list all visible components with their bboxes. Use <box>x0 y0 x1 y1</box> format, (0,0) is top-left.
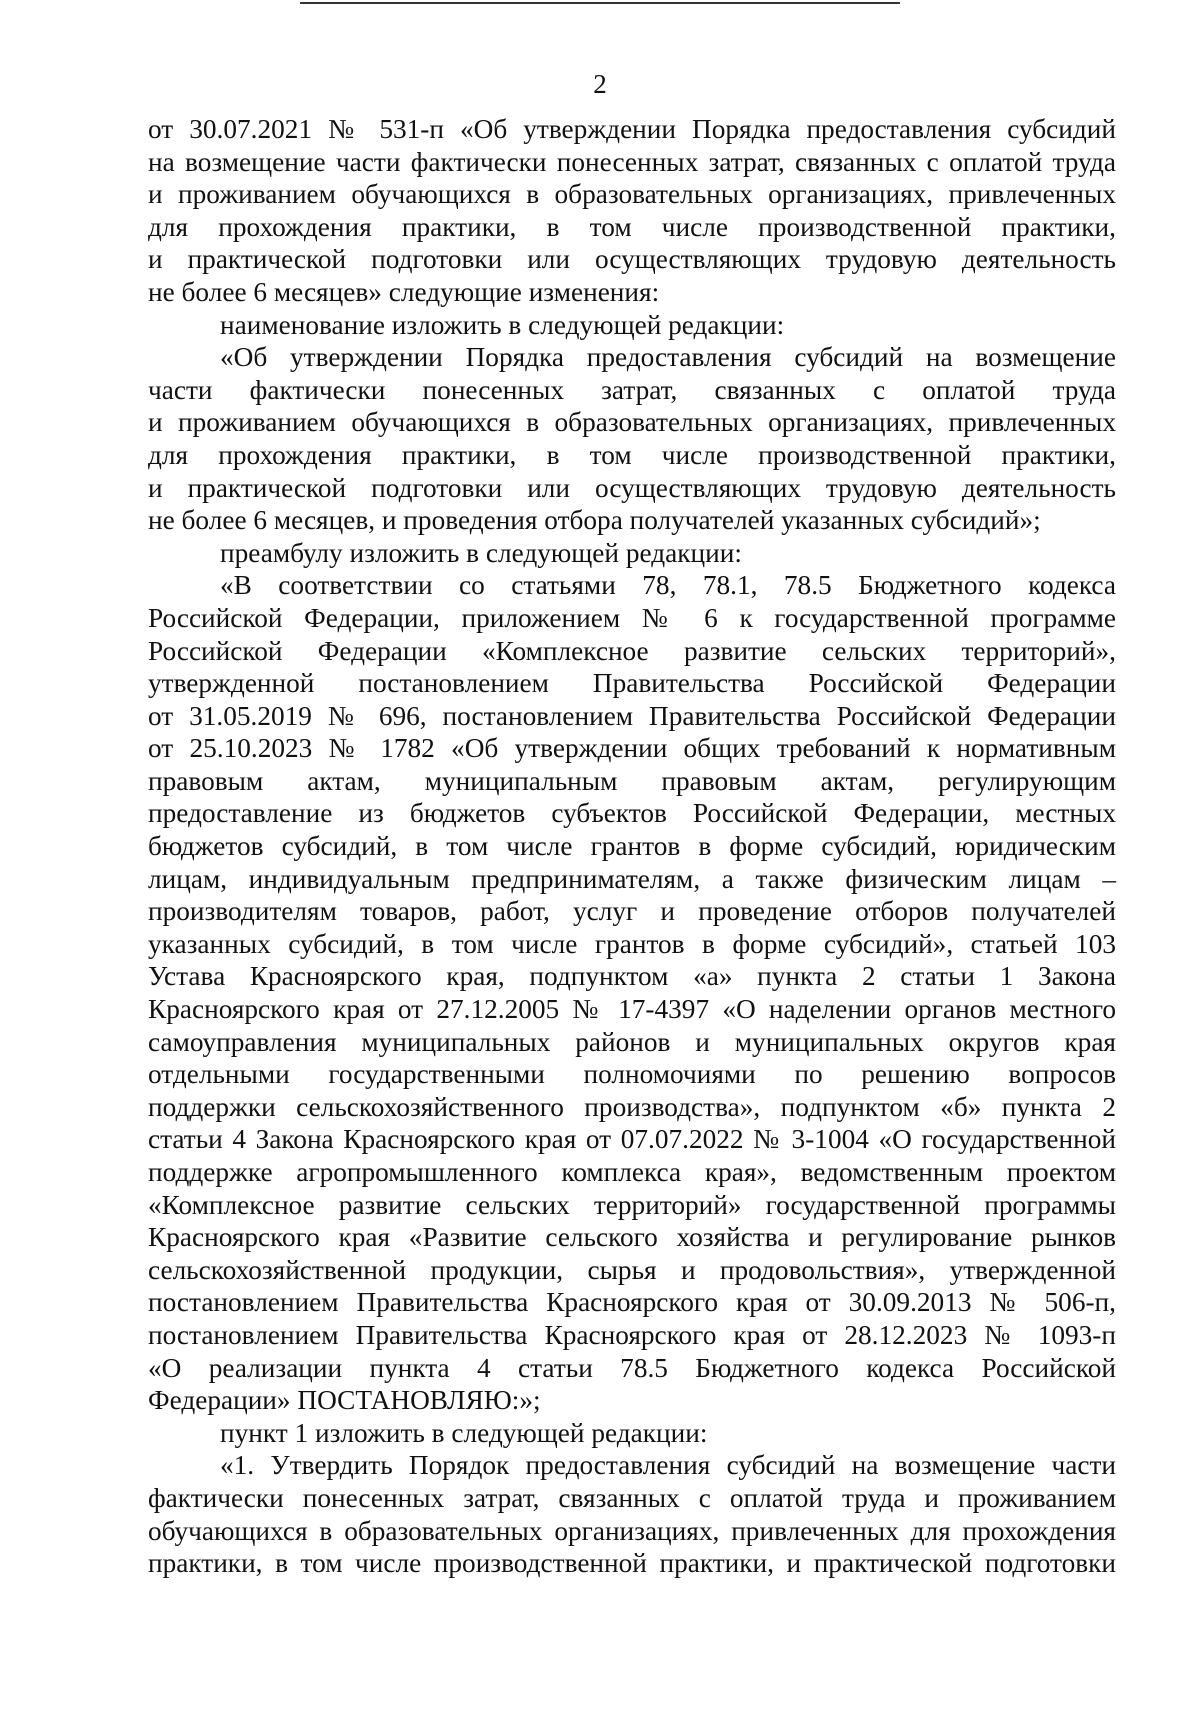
text-line: «Комплексное развитие сельских территорий» государственной программы <box>148 1189 1116 1220</box>
text-line: Красноярского края «Развитие сельского хозяйства и регулирование рынков <box>148 1222 1116 1253</box>
text-line: Российской Федерации «Комплексное развитие сельских территорий», <box>148 635 1116 666</box>
text-line: «О реализации пункта 4 статьи 78.5 Бюджетного кодекса Российской <box>148 1352 1116 1383</box>
text-line: правовым актам, муниципальным правовым актам, регулирующим <box>148 765 1116 796</box>
text-line: не более 6 месяцев» следующие изменения: <box>148 276 660 307</box>
text-line: поддержки сельскохозяйственного производства», подпунктом «б» пункта 2 <box>148 1091 1116 1122</box>
text-line: постановлением Правительства Красноярского края от 28.12.2023 № 1093-п <box>148 1319 1116 1350</box>
text-line: поддержке агропромышленного комплекса края», ведомственным проектом <box>148 1157 1116 1187</box>
text-line: и проживанием обучающихся в образовательных организациях, привлеченных <box>148 407 1116 438</box>
text-line: сельскохозяйственной продукции, сырья и продовольствия», утвержденной <box>148 1254 1116 1285</box>
text-line: фактически понесенных затрат, связанных с оплатой труда и проживанием <box>148 1482 1116 1513</box>
text-line: «1. Утвердить Порядок предоставления субсидий на возмещение части <box>220 1450 1116 1481</box>
text-line: на возмещение части фактически понесенных затрат, связанных с оплатой труда <box>148 146 1116 177</box>
text-line: от 30.07.2021 № 531-п «Об утверждении Порядка предоставления субсидий <box>148 114 1116 144</box>
text-line: статьи 4 Закона Красноярского края от 07.07.2022 № 3-1004 «О государственной <box>148 1124 1116 1155</box>
text-line: «В соответствии со статьями 78, 78.1, 78.5 Бюджетного кодекса <box>220 570 1116 601</box>
text-line: обучающихся в образовательных организациях, привлеченных для прохождения <box>148 1515 1116 1546</box>
page-number: 2 <box>593 69 607 99</box>
text-line: практики, в том числе производственной практики, и практической подготовки <box>148 1548 1116 1579</box>
text-line: указанных субсидий, в том числе грантов в форме субсидий», статьей 103 <box>148 928 1116 959</box>
text-line: Федерации» ПОСТАНОВЛЯЮ:»; <box>148 1385 541 1416</box>
text-line: отдельными государственными полномочиями по решению вопросов <box>148 1059 1116 1090</box>
text-line: «Об утверждении Порядка предоставления субсидий на возмещение <box>220 342 1116 373</box>
text-line: и практической подготовки или осуществляющих трудовую деятельность <box>148 472 1116 503</box>
text-line: для прохождения практики, в том числе производственной практики, <box>148 211 1116 242</box>
document-body <box>148 113 1116 1580</box>
text-line: части фактически понесенных затрат, связанных с оплатой труда <box>148 374 1116 405</box>
text-line: наименование изложить в следующей редакции: <box>220 309 785 340</box>
text-line: и практической подготовки или осуществляющих трудовую деятельность <box>148 244 1116 275</box>
text-line: Устава Красноярского края, подпунктом «а» пункта 2 статьи 1 Закона <box>148 961 1116 992</box>
text-line: производителям товаров, работ, услуг и проведение отборов получателей <box>148 896 1116 927</box>
text-line: лицам, индивидуальным предпринимателям, а также физическим лицам – <box>148 863 1116 894</box>
text-line: бюджетов субсидий, в том числе грантов в форме субсидий, юридическим <box>148 831 1116 862</box>
text-line: и проживанием обучающихся в образовательных организациях, привлеченных <box>148 179 1116 210</box>
text-line: самоуправления муниципальных районов и муниципальных округов края <box>148 1026 1116 1057</box>
text-line: утвержденной постановлением Правительства Российской Федерации <box>148 668 1116 699</box>
text-line: постановлением Правительства Красноярского края от 30.09.2013 № 506-п, <box>148 1287 1116 1318</box>
text-line: Российской Федерации, приложением № 6 к государственной программе <box>148 602 1116 633</box>
text-line: преамбулу изложить в следующей редакции: <box>220 537 742 568</box>
text-line: от 31.05.2019 № 696, постановлением Правительства Российской Федерации <box>148 700 1116 731</box>
text-line: для прохождения практики, в том числе производственной практики, <box>148 439 1116 470</box>
text-line: предоставление из бюджетов субъектов Российской Федерации, местных <box>148 798 1116 829</box>
text-line: не более 6 месяцев, и проведения отбора получателей указанных субсидий»; <box>148 505 1041 536</box>
top-edge-line <box>300 2 900 4</box>
text-line: Красноярского края от 27.12.2005 № 17-4397 «О наделении органов местного <box>148 994 1116 1025</box>
text-line: пункт 1 изложить в следующей редакции: <box>220 1417 708 1448</box>
text-line: от 25.10.2023 № 1782 «Об утверждении общих требований к нормативным <box>148 733 1116 764</box>
